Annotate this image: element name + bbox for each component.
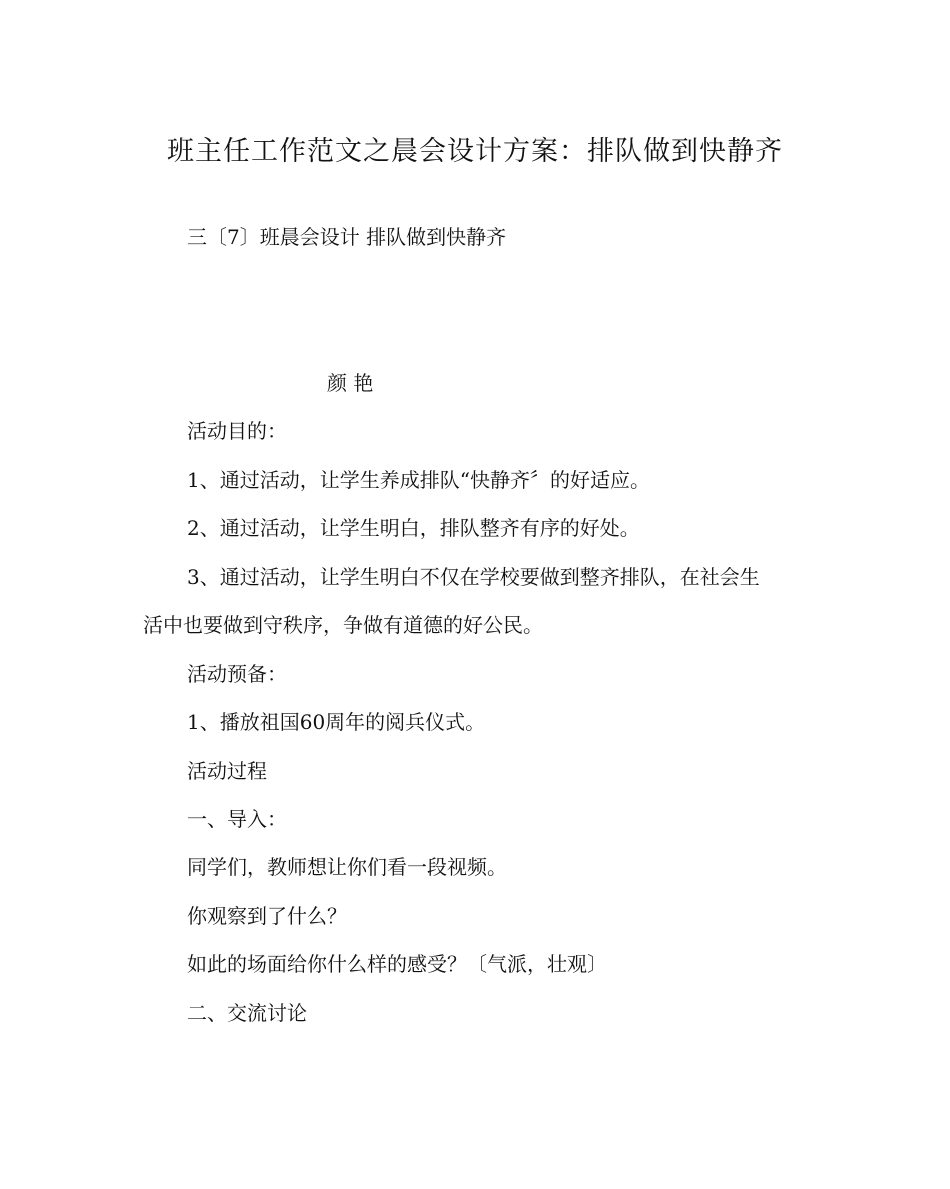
author-name: 颜 艳 [327, 371, 374, 395]
goal-item-3-continued: 活中也要做到守秩序，争做有道德的好公民。 [143, 613, 543, 637]
process-step-2-heading: 二、交流讨论 [187, 1001, 307, 1025]
goal-item-2: 2、通过活动，让学生明白，排队整齐有序的好处。 [187, 516, 640, 540]
goal-item-3: 3、通过活动，让学生明白不仅在学校要做到整齐排队，在社会生 [187, 565, 760, 589]
process-paragraph: 如此的场面给你什么样的感受？〔气派，壮观〕 [187, 952, 607, 976]
process-paragraph: 同学们，教师想让你们看一段视频。 [187, 855, 507, 879]
process-step-1-heading: 一、导入： [187, 807, 287, 831]
document-subtitle: 三〔7〕班晨会设计 排队做到快静齐 [187, 225, 507, 249]
process-paragraph: 你观察到了什么？ [187, 904, 347, 928]
section-heading-goal: 活动目的： [187, 419, 287, 443]
section-heading-process: 活动过程 [187, 759, 267, 783]
goal-item-1: 1、通过活动，让学生养成排队“快静齐〞的好适应。 [187, 468, 650, 492]
preparation-item-1: 1、播放祖国60周年的阅兵仪式。 [187, 710, 486, 734]
section-heading-preparation: 活动预备： [187, 662, 287, 686]
document-title: 班主任工作范文之晨会设计方案：排队做到快静齐 [167, 136, 783, 167]
